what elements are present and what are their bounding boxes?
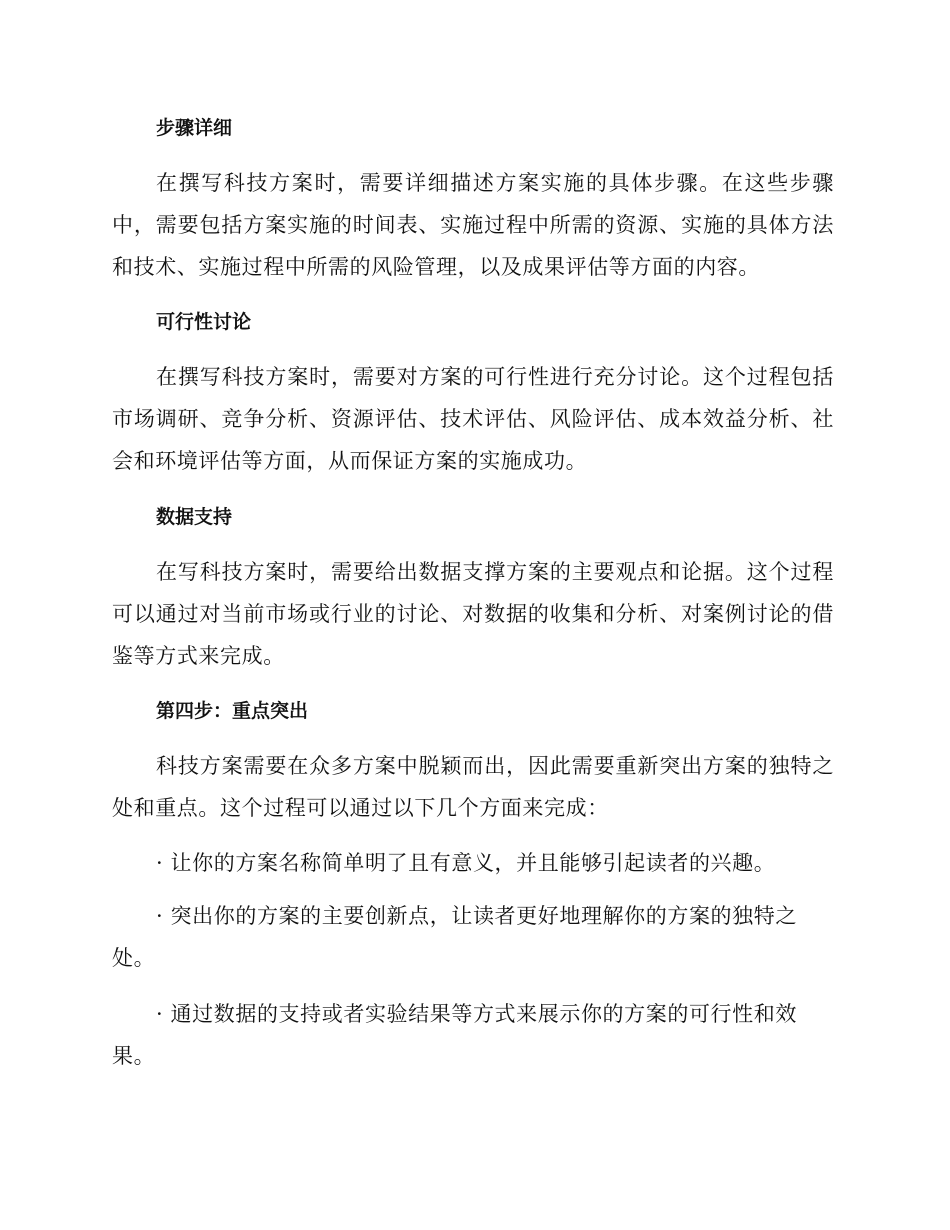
section-heading-steps: 步骤详细 xyxy=(156,117,233,139)
section-heading-highlights: 第四步：重点突出 xyxy=(156,700,309,722)
section-heading-feasibility: 可行性讨论 xyxy=(156,311,252,333)
bullet-item-evidence: · 通过数据的支持或者实验结果等方式来展示你的方案的可行性和效果。 xyxy=(112,1002,797,1068)
section-body-data-support: 在写科技方案时，需要给出数据支撑方案的主要观点和论据。这个过程可以通过对当前市场或行业的讨论、对数据的收集和分析、对案例讨论的借鉴等方式来完成。 xyxy=(112,560,834,668)
section-heading-data-support: 数据支持 xyxy=(156,506,233,528)
bullet-item-innovation: · 突出你的方案的主要创新点，让读者更好地理解你的方案的独特之处。 xyxy=(112,904,797,970)
section-body-steps: 在撰写科技方案时，需要详细描述方案实施的具体步骤。在这些步骤中，需要包括方案实施的时间表、实施过程中所需的资源、实施的具体方法和技术、实施过程中所需的风险管理，以及成果评估等方面的内容。 xyxy=(112,171,834,279)
section-body-highlights: 科技方案需要在众多方案中脱颖而出，因此需要重新突出方案的独特之处和重点。这个过程可以通过以下几个方面来完成： xyxy=(112,754,834,820)
section-body-feasibility: 在撰写科技方案时，需要对方案的可行性进行充分讨论。这个过程包括市场调研、竞争分析、资源评估、技术评估、风险评估、成本效益分析、社会和环境评估等方面，从而保证方案的实施成功。 xyxy=(112,365,834,473)
bullet-item-name: · 让你的方案名称简单明了且有意义，并且能够引起读者的兴趣。 xyxy=(156,851,776,875)
